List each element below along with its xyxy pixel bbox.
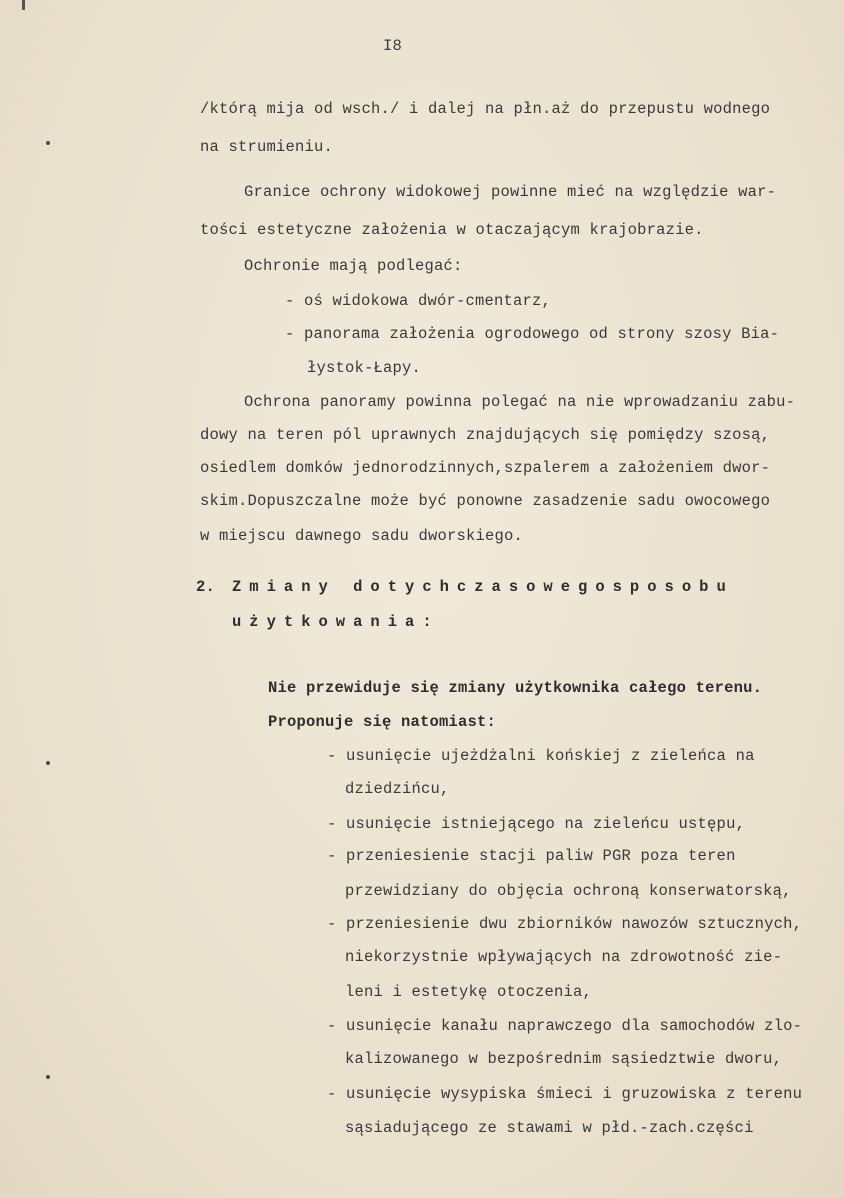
text-line: na strumieniu.	[200, 138, 334, 156]
text-line: sąsiadującego ze stawami w płd.-zach.części	[345, 1119, 754, 1137]
section-heading: Zmiany dotychczasowegosposobu	[232, 578, 734, 596]
text-line: skim.Dopuszczalne może być ponowne zasadzenie sadu owocowego	[200, 492, 771, 510]
list-item: - panorama założenia ogrodowego od strony szosy Bia-	[285, 325, 780, 343]
page-number: I8	[383, 37, 403, 55]
text-line: Ochronie mają podlegać:	[244, 257, 463, 275]
list-item: - usunięcie kanału naprawczego dla samochodów zlo-	[327, 1017, 803, 1035]
section-number: 2.	[196, 578, 216, 596]
margin-dot	[46, 141, 50, 145]
text-line: przewidziany do objęcia ochroną konserwatorską,	[345, 882, 792, 900]
text-line: Proponuje się natomiast:	[268, 713, 497, 731]
text-line: Nie przewiduje się zmiany użytkownika całego terenu.	[268, 679, 763, 697]
text-line: kalizowanego w bezpośrednim sąsiedztwie dworu,	[345, 1050, 783, 1068]
list-item: - usunięcie ujeżdżalni końskiej z zieleńca na	[327, 747, 755, 765]
text-line: niekorzystnie wpływających na zdrowotność zie-	[345, 948, 783, 966]
list-item: - przeniesienie dwu zbiorników nawozów sztucznych,	[327, 915, 803, 933]
text-line: dowy na teren pól uprawnych znajdujących się pomiędzy szosą,	[200, 426, 771, 444]
corner-mark	[22, 0, 25, 10]
section-heading: użytkowania:	[232, 613, 440, 631]
list-item: - usunięcie istniejącego na zieleńcu ustępu,	[327, 815, 746, 833]
margin-dot	[46, 1075, 50, 1079]
text-line: dziedzińcu,	[345, 780, 450, 798]
text-line: w miejscu dawnego sadu dworskiego.	[200, 527, 524, 545]
list-item: - usunięcie wysypiska śmieci i gruzowiska z terenu	[327, 1085, 803, 1103]
text-line: osiedlem domków jednorodzinnych,szpalerem a założeniem dwor-	[200, 459, 771, 477]
text-line: łystok-Łapy.	[307, 359, 422, 377]
text-line: tości estetyczne założenia w otaczającym krajobrazie.	[200, 221, 704, 239]
text-line: Ochrona panoramy powinna polegać na nie wprowadzaniu zabu-	[244, 393, 796, 411]
text-line: Granice ochrony widokowej powinne mieć na względzie war-	[244, 183, 777, 201]
text-line: leni i estetykę otoczenia,	[345, 983, 593, 1001]
list-item: - przeniesienie stacji paliw PGR poza teren	[327, 847, 736, 865]
list-item: - oś widokowa dwór-cmentarz,	[285, 292, 552, 310]
margin-dot	[46, 761, 50, 765]
text-line: /którą mija od wsch./ i dalej na płn.aż do przepustu wodnego	[200, 100, 771, 118]
